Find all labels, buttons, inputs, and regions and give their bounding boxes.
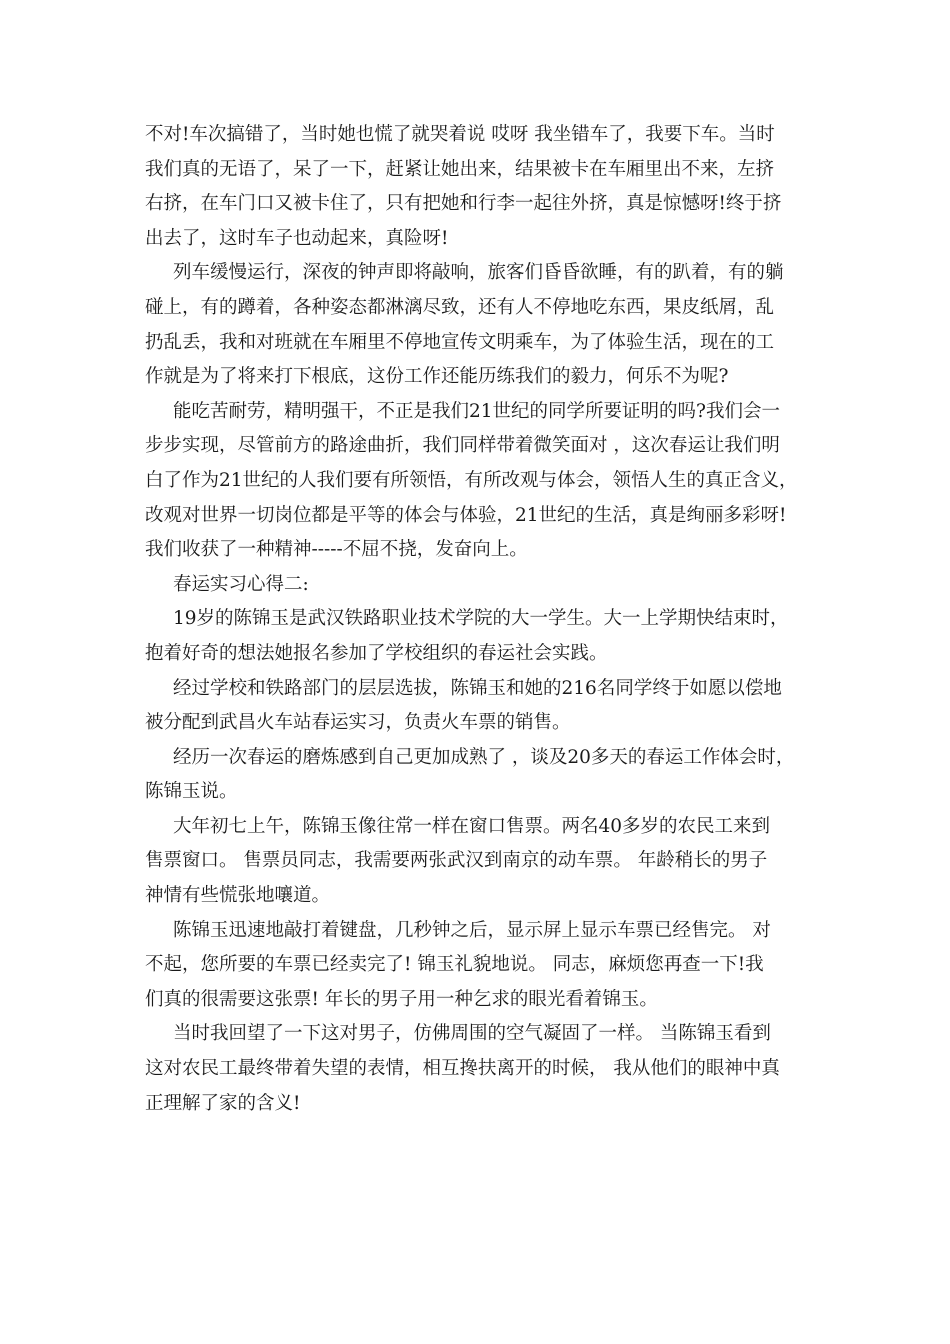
section-heading: 春运实习心得二: — [173, 573, 309, 595]
text-line: 我们收获了一种精神-----不屈不挠，发奋向上。 — [145, 539, 528, 561]
text-line: 神情有些慌张地嚷道。 — [145, 885, 331, 907]
text-line: 售票窗口。 售票员同志，我需要两张武汉到南京的动车票。 年龄稍长的男子 — [145, 850, 768, 872]
text-line: 抱着好奇的想法她报名参加了学校组织的春运社会实践。 — [145, 642, 608, 664]
text-line: 19岁的陈锦玉是武汉铁路职业技术学院的大一学生。大一上学期快结束时， — [173, 608, 789, 630]
text-line: 正理解了家的含义! — [145, 1092, 301, 1114]
text-line: 们真的很需要这张票! 年长的男子用一种乞求的眼光看着锦玉。 — [145, 988, 658, 1010]
text-line: 作就是为了将来打下根底，这份工作还能历练我们的毅力，何乐不为呢? — [145, 366, 729, 388]
text-line: 陈锦玉迅速地敲打着键盘，几秒钟之后，显示屏上显示车票已经售完。 对 — [173, 919, 771, 941]
text-line: 我们真的无语了，呆了一下，赶紧让她出来，结果被卡在车厢里出不来，左挤 — [145, 158, 775, 180]
text-line: 改观对世界一切岗位都是平等的体会与体验，21世纪的生活，真是绚丽多彩呀! — [145, 504, 787, 526]
text-line: 当时我回望了一下这对男子，仿佛周围的空气凝固了一样。 当陈锦玉看到 — [173, 1023, 771, 1045]
text-line: 大年初七上午，陈锦玉像往常一样在窗口售票。两名40多岁的农民工来到 — [173, 815, 771, 837]
document-body — [145, 118, 815, 1121]
text-line: 步步实现，尽管前方的路途曲折，我们同样带着微笑面对 ，这次春运让我们明 — [145, 435, 780, 457]
text-line: 能吃苦耐劳，精明强干，不正是我们21世纪的同学所要证明的吗?我们会一 — [173, 400, 780, 422]
text-line: 出去了，这时车子也动起来，真险呀! — [145, 227, 449, 249]
text-line: 被分配到武昌火车站春运实习，负责火车票的销售。 — [145, 712, 571, 734]
text-line: 经历一次春运的磨炼感到自己更加成熟了 ，谈及20多天的春运工作体会时， — [173, 746, 795, 768]
text-line: 白了作为21世纪的人我们要有所领悟，有所改观与体会，领悟人生的真正含义， — [145, 469, 798, 491]
text-line: 经过学校和铁路部门的层层选拔，陈锦玉和她的216名同学终于如愿以偿地 — [173, 677, 782, 699]
text-line: 扔乱丢，我和对班就在车厢里不停地宣传文明乘车，为了体验生活，现在的工 — [145, 331, 775, 353]
text-line: 碰上，有的蹲着，各种姿态都淋漓尽致，还有人不停地吃东西，果皮纸屑，乱 — [145, 296, 775, 318]
text-line: 右挤，在车门口又被卡住了，只有把她和行李一起往外挤，真是惊憾呀!终于挤 — [145, 193, 782, 215]
text-line: 这对农民工最终带着失望的表情，相互搀扶离开的时候， 我从他们的眼神中真 — [145, 1058, 780, 1080]
text-line: 陈锦玉说。 — [145, 781, 238, 803]
text-line: 列车缓慢运行，深夜的钟声即将敲响，旅客们昏昏欲睡，有的趴着，有的躺 — [173, 262, 784, 284]
text-line: 不对!车次搞错了，当时她也慌了就哭着说 哎呀 我坐错车了，我要下车。当时 — [145, 124, 775, 145]
text-line: 不起，您所要的车票已经卖完了! 锦玉礼貌地说。 同志，麻烦您再查一下!我 — [145, 954, 764, 976]
